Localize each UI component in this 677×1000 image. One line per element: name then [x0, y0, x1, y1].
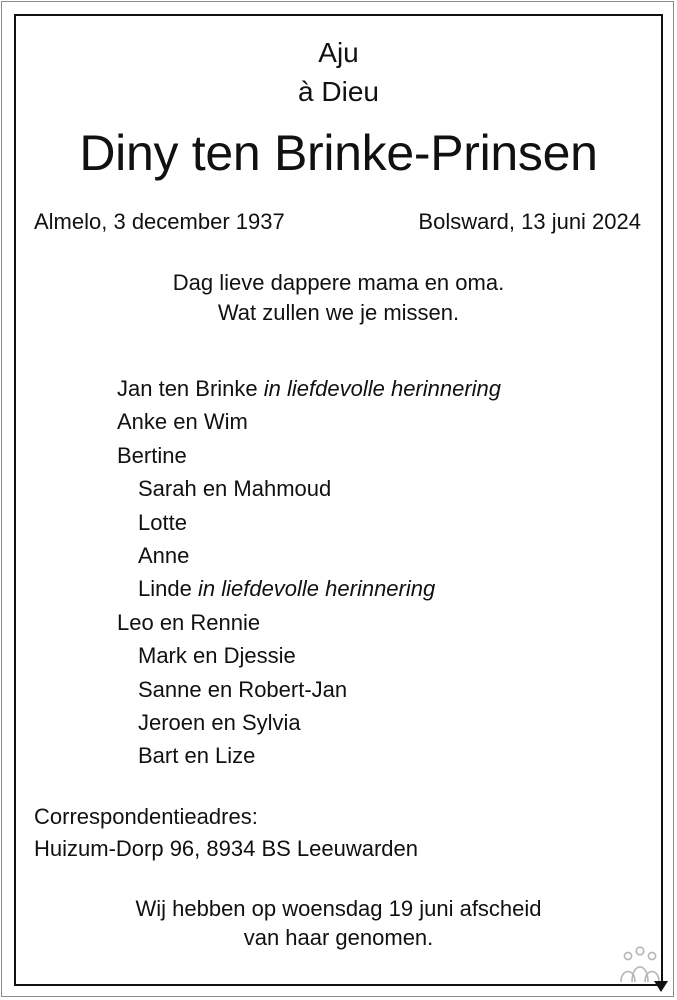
deceased-name: Diny ten Brinke-Prinsen — [79, 125, 598, 181]
opening-line-1: Aju — [318, 37, 359, 68]
family-list — [117, 372, 501, 773]
family-member-note: in liefdevolle herinnering — [197, 576, 436, 602]
correspondence-label: Correspondentieadres: — [34, 804, 258, 829]
family-member-name: Anne — [138, 542, 190, 568]
family-member — [117, 606, 501, 639]
family-member — [117, 439, 501, 472]
correspondence-address: Huizum-Dorp 96, 8934 BS Leeuwarden — [34, 836, 419, 861]
family-member-name: Mark en Djessie — [138, 643, 296, 669]
farewell-line-1: Dag lieve dappere mama en oma. — [172, 270, 505, 295]
family-member-name: Sanne en Robert-Jan — [138, 676, 348, 702]
family-member — [117, 472, 501, 505]
family-member — [117, 639, 501, 672]
family-member-name: Bertine — [117, 442, 187, 468]
family-member — [117, 739, 501, 772]
family-member-note: in liefdevolle herinnering — [263, 376, 502, 401]
family-member-name: Bart en Lize — [138, 743, 256, 769]
family-member — [117, 673, 501, 706]
family-member — [117, 706, 501, 739]
closing-line-1: Wij hebben op woensdag 19 juni afscheid — [135, 896, 542, 921]
death-place-date: Bolsward, 13 juni 2024 — [418, 209, 641, 234]
family-member-name: Linde — [138, 576, 192, 602]
family-member — [117, 539, 501, 572]
family-member-name: Jeroen en Sylvia — [138, 709, 301, 735]
opening-line-2: à Dieu — [298, 76, 379, 107]
family-member-name: Anke en Wim — [117, 409, 248, 435]
farewell-line-2: Wat zullen we je missen. — [217, 300, 460, 325]
closing-line-2: van haar genomen. — [243, 925, 434, 950]
birth-place-date: Almelo, 3 december 1937 — [34, 209, 285, 234]
family-member — [117, 372, 501, 405]
family-member-name: Leo en Rennie — [117, 609, 261, 635]
family-member — [117, 572, 501, 605]
family-member-name: Jan ten Brinke — [117, 376, 258, 401]
family-member-name: Sarah en Mahmoud — [138, 476, 332, 502]
triangle-down-icon — [653, 979, 669, 993]
family-member — [117, 506, 501, 539]
family-member — [117, 405, 501, 438]
correspondence-block — [34, 801, 418, 865]
family-member-name: Lotte — [138, 509, 187, 535]
